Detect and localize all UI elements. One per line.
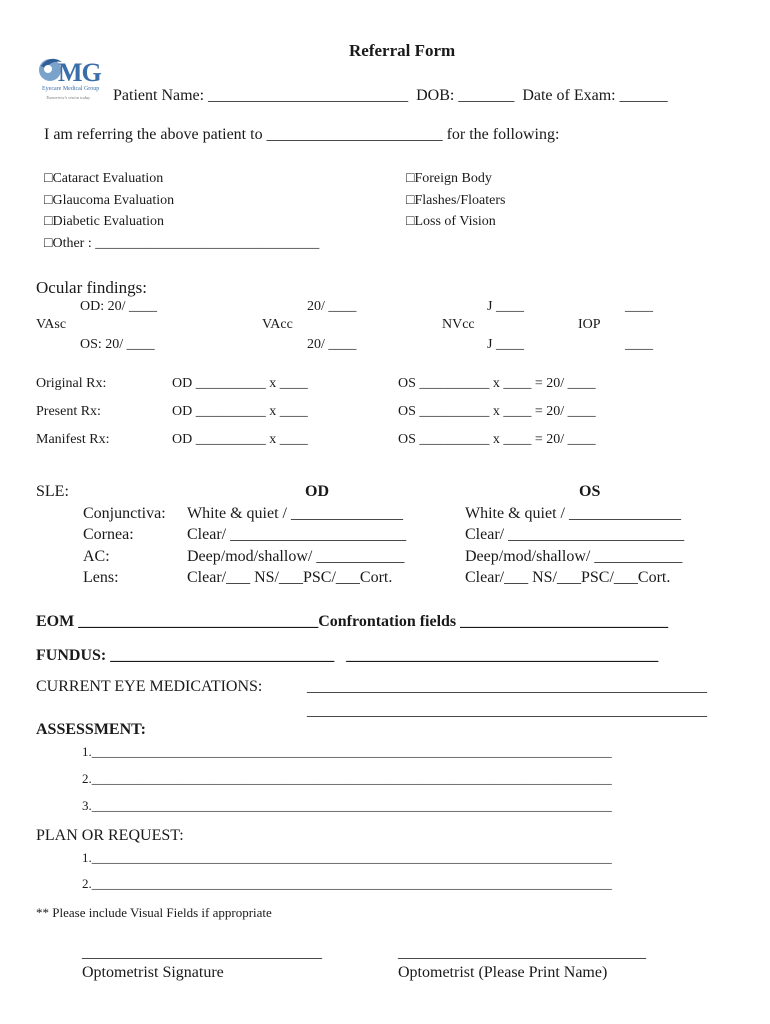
vasc-os-field[interactable]: OS: 20/ ____: [80, 337, 155, 352]
plan-item-1[interactable]: 1.________________________________________________________________________________: [82, 850, 612, 865]
nvcc-label: NVcc: [442, 317, 475, 332]
logo-letters: MG: [58, 58, 101, 87]
vacc-os-field[interactable]: 20/ ____: [307, 337, 357, 352]
reason-other-checkbox[interactable]: □Other : ________________________________: [44, 236, 320, 251]
referring-line[interactable]: I am referring the above patient to ______________________ for the following:: [44, 126, 560, 143]
ac-od-field[interactable]: Deep/mod/shallow/ ___________: [187, 548, 405, 565]
lens-os-field[interactable]: Clear/___ NS/___PSC/___Cort.: [465, 569, 671, 586]
cornea-od-field[interactable]: Clear/ ______________________: [187, 526, 407, 543]
ocular-findings-heading: Ocular findings:: [36, 278, 147, 297]
print-name-label: Optometrist (Please Print Name): [398, 964, 608, 981]
reason-glaucoma-checkbox[interactable]: □Glaucoma Evaluation: [44, 193, 175, 208]
iop-os-field[interactable]: ____: [625, 337, 653, 352]
logo-company-name: Eyecare Medical Group: [42, 86, 100, 92]
manifest-rx-os-field[interactable]: OS __________ x ____ = 20/ ____: [398, 432, 596, 447]
lens-label: Lens:: [83, 569, 119, 586]
sle-label: SLE:: [36, 483, 69, 500]
reason-flashes-checkbox[interactable]: □Flashes/Floaters: [406, 193, 506, 208]
sle-od-header: OD: [305, 483, 329, 500]
sle-os-header: OS: [579, 483, 601, 500]
present-rx-od-field[interactable]: OD __________ x ____: [172, 404, 308, 419]
fundus-line[interactable]: FUNDUS: ____________________________ _______________________________________: [36, 647, 659, 664]
lens-od-field[interactable]: Clear/___ NS/___PSC/___Cort.: [187, 569, 393, 586]
company-logo: [36, 52, 106, 104]
manifest-rx-label: Manifest Rx:: [36, 432, 110, 447]
vacc-label: VAcc: [262, 317, 293, 332]
print-name-line[interactable]: _______________________________: [398, 944, 646, 961]
reason-cataract-checkbox[interactable]: □Cataract Evaluation: [44, 171, 164, 186]
vasc-label: VAsc: [36, 317, 67, 332]
reason-diabetic-checkbox[interactable]: □Diabetic Evaluation: [44, 214, 165, 229]
visual-fields-note: ** Please include Visual Fields if appropriate: [36, 905, 272, 920]
iop-label: IOP: [578, 317, 601, 332]
patient-info-line[interactable]: Patient Name: _________________________ DOB: _______ Date of Exam: ______: [113, 87, 668, 104]
assessment-item-3[interactable]: 3.________________________________________________________________________________: [82, 798, 612, 813]
assessment-heading: ASSESSMENT:: [36, 721, 146, 738]
original-rx-label: Original Rx:: [36, 376, 107, 391]
logo-tagline: Tomorrow's vision today: [46, 95, 91, 100]
ac-label: AC:: [83, 548, 110, 565]
cornea-os-field[interactable]: Clear/ ______________________: [465, 526, 685, 543]
original-rx-od-field[interactable]: OD __________ x ____: [172, 376, 308, 391]
assessment-item-1[interactable]: 1.________________________________________________________________________________: [82, 744, 612, 759]
eom-confrontation-line[interactable]: EOM ______________________________Confrontation fields __________________________: [36, 613, 669, 630]
vasc-od-field[interactable]: OD: 20/ ____: [80, 299, 157, 314]
plan-item-2[interactable]: 2.________________________________________________________________________________: [82, 876, 612, 891]
medications-field-1[interactable]: __________________________________________________: [307, 678, 707, 695]
nvcc-os-field[interactable]: J ____: [487, 337, 524, 352]
iop-od-field[interactable]: ____: [625, 299, 653, 314]
signature-label: Optometrist Signature: [82, 964, 224, 981]
medications-field-2[interactable]: __________________________________________________: [307, 702, 707, 719]
nvcc-od-field[interactable]: J ____: [487, 299, 524, 314]
conjunctiva-label: Conjunctiva:: [83, 505, 166, 522]
present-rx-label: Present Rx:: [36, 404, 101, 419]
conjunctiva-od-field[interactable]: White & quiet / ______________: [187, 505, 403, 522]
original-rx-os-field[interactable]: OS __________ x ____ = 20/ ____: [398, 376, 596, 391]
signature-line[interactable]: ______________________________: [82, 944, 322, 961]
reason-loss-of-vision-checkbox[interactable]: □Loss of Vision: [406, 214, 496, 229]
plan-heading: PLAN OR REQUEST:: [36, 827, 184, 844]
medications-label: CURRENT EYE MEDICATIONS:: [36, 678, 263, 695]
form-title: Referral Form: [349, 41, 456, 60]
ac-os-field[interactable]: Deep/mod/shallow/ ___________: [465, 548, 683, 565]
reason-foreign-body-checkbox[interactable]: □Foreign Body: [406, 171, 492, 186]
vacc-od-field[interactable]: 20/ ____: [307, 299, 357, 314]
conjunctiva-os-field[interactable]: White & quiet / ______________: [465, 505, 681, 522]
manifest-rx-od-field[interactable]: OD __________ x ____: [172, 432, 308, 447]
assessment-item-2[interactable]: 2.________________________________________________________________________________: [82, 771, 612, 786]
cornea-label: Cornea:: [83, 526, 134, 543]
present-rx-os-field[interactable]: OS __________ x ____ = 20/ ____: [398, 404, 596, 419]
